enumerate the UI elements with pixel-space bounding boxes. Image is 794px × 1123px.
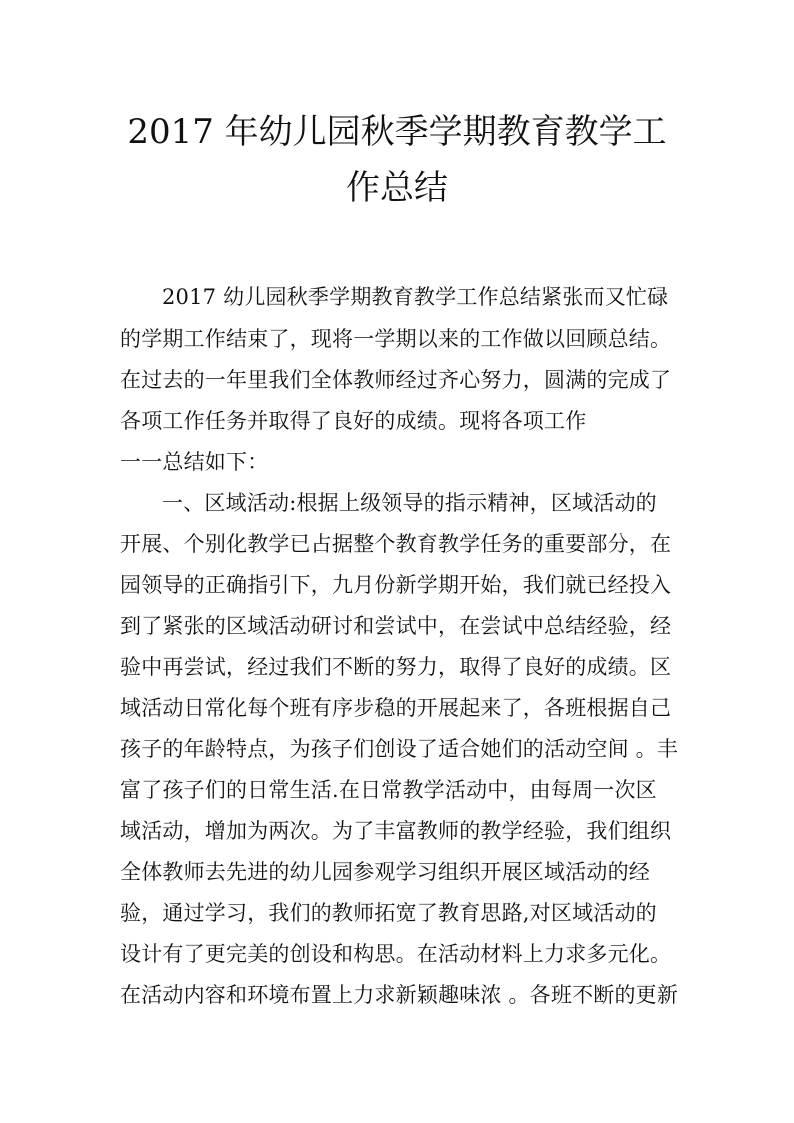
document-title-line-2: 作总结 [346,168,448,208]
body-line-9: 到了紧张的区域活动研讨和尝试中，在尝试中总结经验，经 [120,614,672,638]
body-line-17: 设计有了更完美的创设和构思。在活动材料上力求多元化。 [120,942,672,966]
body-line-12: 孩子的年龄特点，为孩子们创设了适合她们的活动空间 。丰 [120,737,679,761]
body-line-4: 各项工作任务并取得了良好的成绩。现将各项工作 [120,409,587,433]
body-line-3: 在过去的一年里我们全体教师经过齐心努力，圆满的完成了 [120,368,672,392]
body-line-1: 2017 幼儿园秋季学期教育教学工作总结紧张而又忙碌 [162,285,669,309]
body-line-15: 全体教师去先进的幼儿园参观学习组织开展区域活动的经 [120,860,650,884]
body-line-13: 富了孩子们的日常生活.在日常教学活动中，由每周一次区 [120,778,657,802]
body-line-2: 的学期工作结束了，现将一学期以来的工作做以回顾总结。 [120,327,672,351]
body-line-16: 验，通过学习，我们的教师拓宽了教育思路,对区域活动的 [120,901,657,925]
body-line-7: 开展、个别化教学已占据整个教育教学任务的重要部分，在 [120,532,672,556]
body-line-10: 验中再尝试，经过我们不断的努力，取得了良好的成绩。区 [120,655,672,679]
body-line-6: 一、区域活动:根据上级领导的指示精神，区域活动的 [162,491,657,515]
body-line-18: 在活动内容和环境布置上力求新颖趣味浓 。各班不断的更新 [120,983,679,1007]
body-line-14: 域活动，增加为两次。为了丰富教师的教学经验，我们组织 [120,819,672,843]
body-line-5: 一一总结如下： [120,450,269,474]
document-title-line-1: 2017 年幼儿园秋季学期教育教学工 [127,112,667,152]
body-line-11: 域活动日常化每个班有序步稳的开展起来了，各班根据自己 [120,696,672,720]
body-line-8: 园领导的正确指引下，九月份新学期开始，我们就已经投入 [120,573,672,597]
